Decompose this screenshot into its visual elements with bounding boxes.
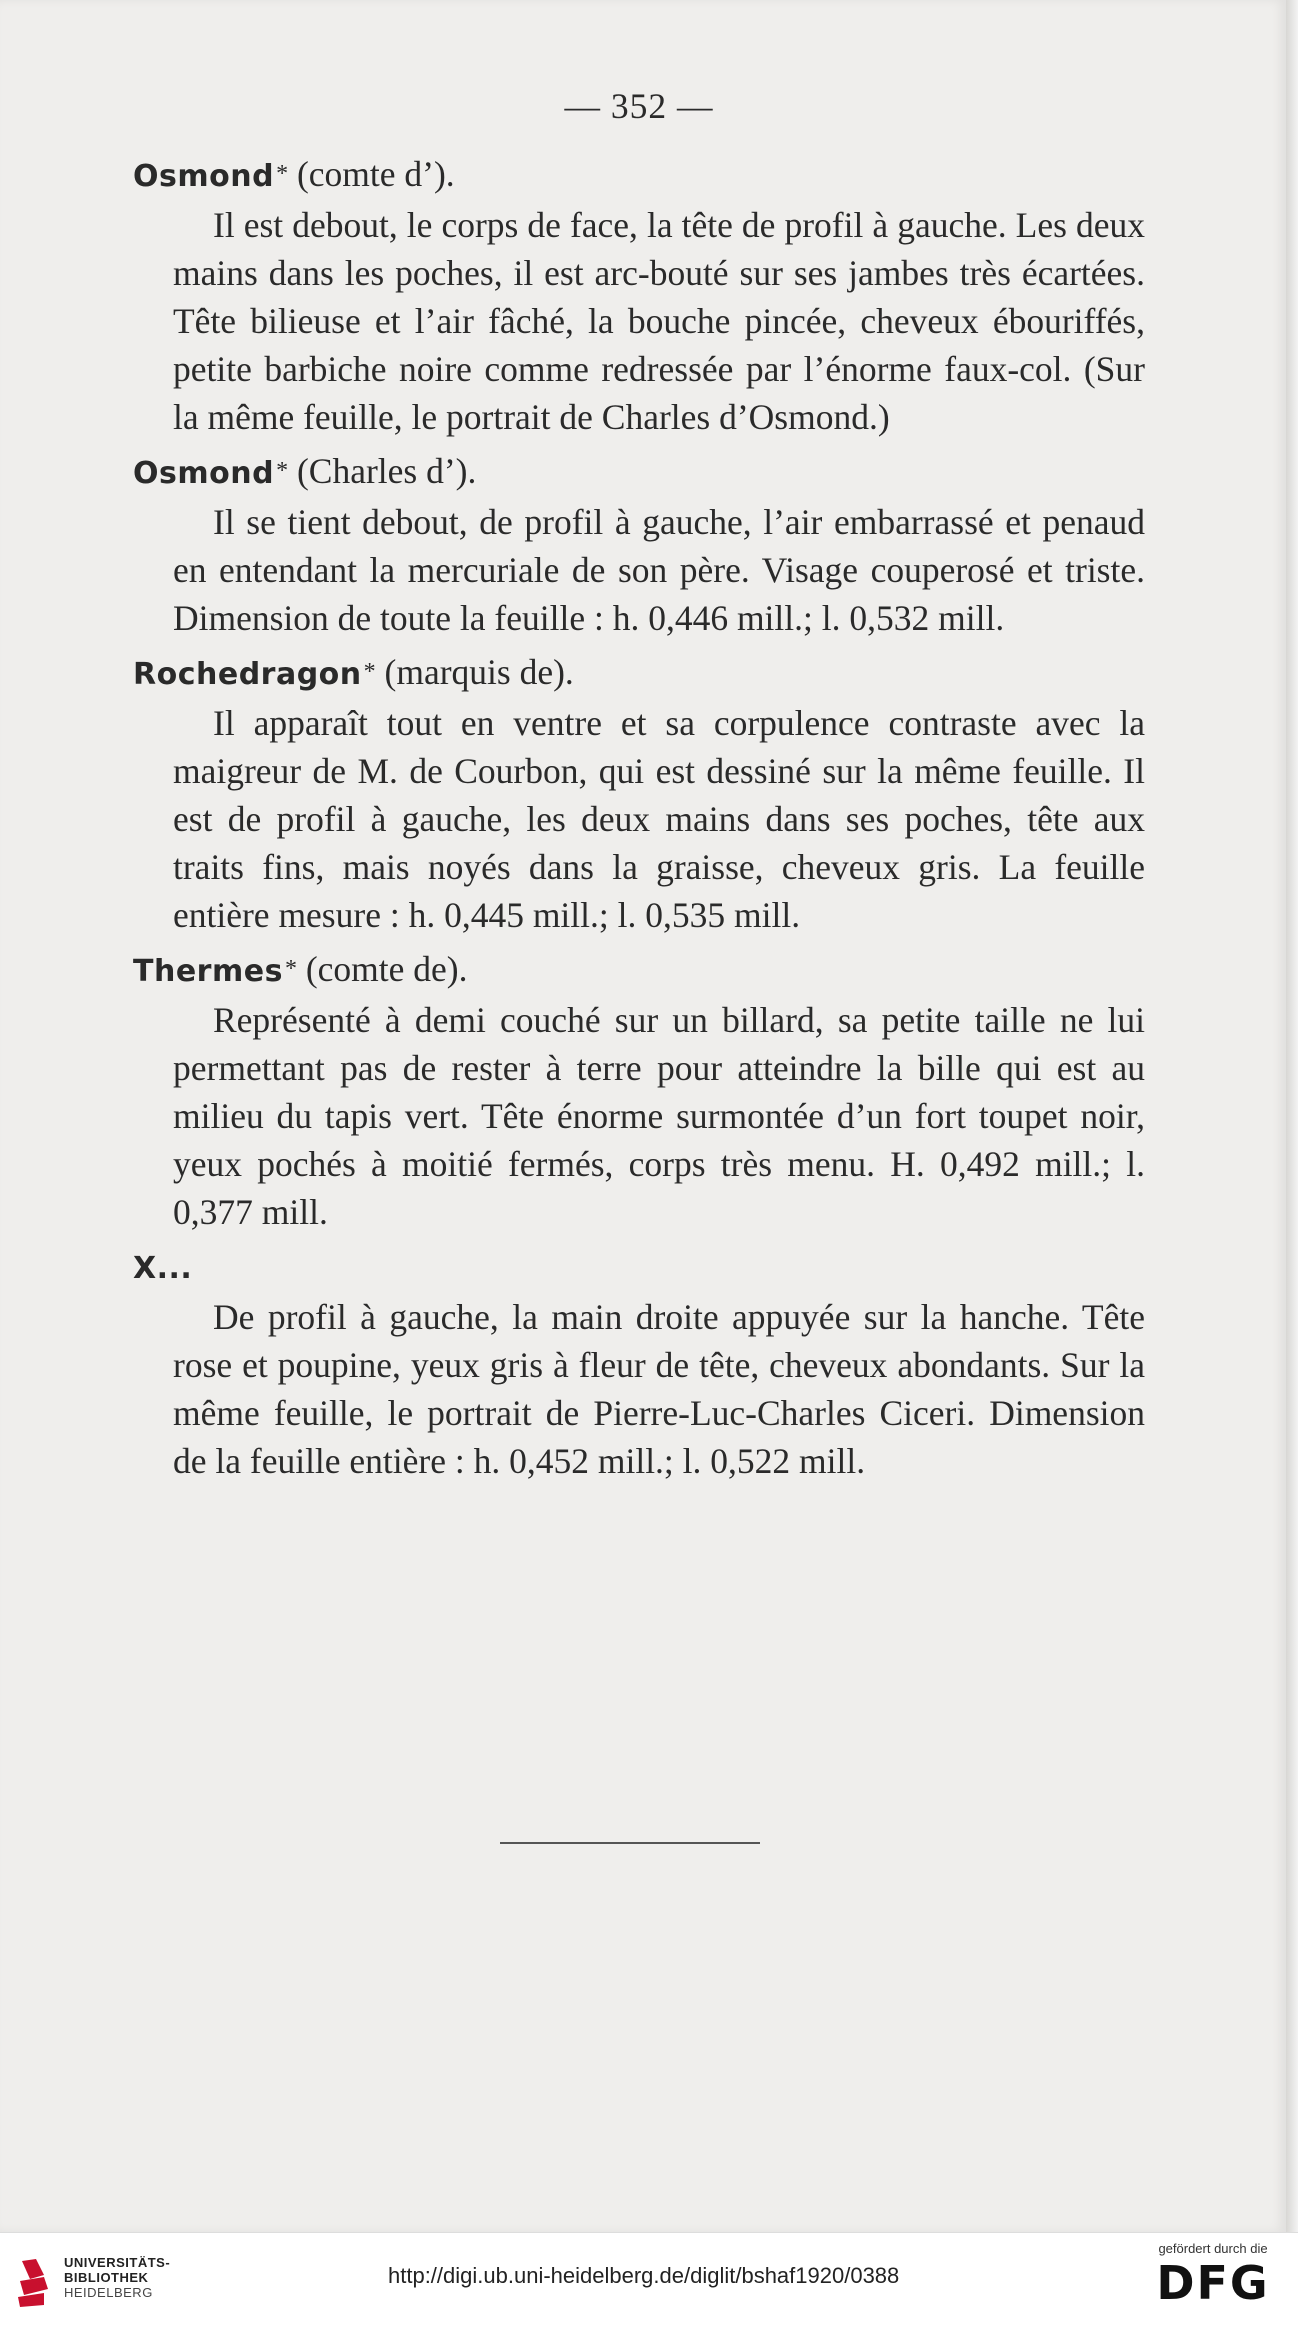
entry-description: Il se tient debout, de profil à gauche, l’air embarrassé et penaud en entendant la mercuriale de son père. Visage couperosé et triste. Dimension de toute la feuille : h. 0,446 mill.; l. 0,532 mill. [173,502,1145,638]
entry [133,945,1145,1242]
entry-title: (comte d’). [296,154,455,194]
entry-description: Représenté à demi couché sur un billard, sa petite taille ne lui permettant pas de rester à terre pour atteindre la bille qui est au milieu du tapis vert. Tête énorme surmontée d’un fort toupet noir, yeux pochés à moitié fermés, corps très menu. H. 0,492 mill.; l. 0,377 mill. [173,1000,1145,1232]
entry [133,150,1145,447]
entry [133,1242,1145,1491]
university-library-logo-icon [14,2255,54,2309]
entry-heading [133,648,1145,699]
library-name [64,2255,170,2300]
entry-title: (marquis de). [384,652,574,692]
entry [133,447,1145,648]
library-line: UNIVERSITÄTS- [64,2255,171,2270]
asterisk-mark: * [276,161,289,187]
library-line: BIBLIOTHEK [64,2270,149,2285]
page-content [133,82,1145,1491]
library-line: HEIDELBERG [64,2285,153,2300]
asterisk-mark: * [363,659,376,685]
permalink-url[interactable]: http://digi.ub.uni-heidelberg.de/diglit/bshaf1920/0388 [388,2263,900,2288]
entry-heading [133,447,1145,498]
entry-description: Il apparaît tout en ventre et sa corpulence contraste avec la maigreur de M. de Courbon, qui est dessiné sur la même feuille. Il est de profil à gauche, les deux mains dans ses poches, tête aux traits fins, mais noyés dans la graisse, cheveux gris. La feuille entière mesure : h. 0,445 mill.; l. 0,535 mill. [173,703,1145,935]
entry-description: De profil à gauche, la main droite appuyée sur la hanche. Tête rose et poupine, yeux gris à fleur de tête, cheveux abondants. Sur la même feuille, le portrait de Pierre-Luc-Charles Ciceri. Dimension de la feuille entière : h. 0,452 mill.; l. 0,522 mill. [173,1297,1145,1481]
page-edge [1286,0,1298,2232]
entry-name: Osmond [133,456,275,491]
entry-title: (Charles d’). [296,451,477,491]
entry-name: Thermes [133,954,283,989]
entry-name: Rochedragon [133,657,362,692]
entry-name: X... [133,1251,193,1286]
funder-text: gefördert durch die [1158,2241,1268,2256]
section-divider [500,1842,760,1844]
entry-description: Il est debout, le corps de face, la tête de profil à gauche. Les deux mains dans les poches, il est arc-bouté sur ses jambes très écartées. Tête bilieuse et l’air fâché, la bouche pincée, cheveux ébouriffés, petite barbiche noire comme redressée par l’énorme faux-col. (Sur la même feuille, le portrait de Charles d’Osmond.) [173,205,1145,437]
entry-name: Osmond [133,159,275,194]
dfg-logo: DFG [1156,2256,1270,2310]
asterisk-mark: * [284,956,297,982]
entry [133,648,1145,945]
funder-credit [1138,2241,1288,2321]
entry-heading [133,945,1145,996]
entry-heading [133,150,1145,201]
footer-bar [0,2232,1298,2326]
entry-title: (comte de). [305,949,468,989]
page-number: — 352 — [564,86,714,126]
asterisk-mark: * [276,458,289,484]
entry-heading [133,1242,1145,1293]
